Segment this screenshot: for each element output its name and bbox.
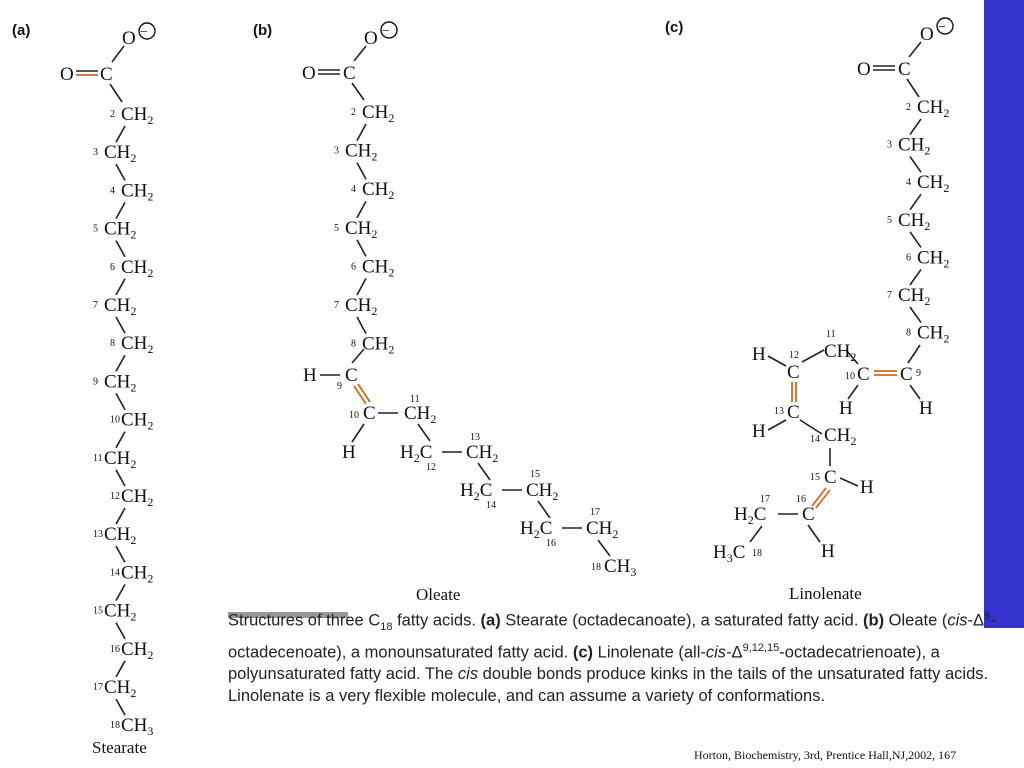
carbon-number: 5 xyxy=(93,223,98,235)
atom-ch2-2: $CH_2$ xyxy=(121,104,154,127)
carbon-number: 5 xyxy=(887,214,892,226)
compound-name-oleate: Oleate xyxy=(416,585,461,604)
atom-h2c-14: $H_2C$ xyxy=(460,480,493,503)
atom-ch2-6: $CH_2$ xyxy=(917,247,950,271)
svg-text:12: 12 xyxy=(426,462,436,473)
atom-ch2-4: $CH_2$ xyxy=(121,180,154,204)
svg-text:13: 13 xyxy=(774,406,784,417)
carbon-number: 15 xyxy=(93,605,103,617)
svg-text:9: 9 xyxy=(337,381,342,392)
atom-ch3-18: $CH_3$ xyxy=(121,715,154,739)
carbon-number: 2 xyxy=(906,102,911,113)
atom-ch2-5: $CH_2$ xyxy=(345,217,378,241)
carbon-number: 2 xyxy=(351,107,356,118)
atom-ch2-11: $CH_2$ xyxy=(824,341,857,364)
carbon-number: 16 xyxy=(110,643,120,655)
compound-name-linolenate: Linolenate xyxy=(789,584,862,603)
atom-c10: C xyxy=(363,403,376,424)
atom-ch2-7: $CH_2$ xyxy=(345,295,378,318)
atom-h: H xyxy=(860,477,874,498)
atom-ch2-15: $CH_2$ xyxy=(526,480,559,503)
carbon-number: 6 xyxy=(110,261,115,273)
carbon-number: 11 xyxy=(93,452,103,464)
atom-ch2-5: $CH_2$ xyxy=(104,218,137,242)
figure-caption: Structures of three $C_{18}$ fatty acids. (a) Stearate (octadecanoate), a saturated fatty acid. (b) Oleate $(cis-\Delta^9-octadecenoate)$, a monounsaturated fatty acid. (c) Linolenate $(all-cis-\Delta^{9,12,15}-octadecatrienoate)$, a polyunsaturated fatty acid. The cis double bonds produce kinks in the tails of the unsaturated fatty acids. Linolenate is a very flexible molecule, and can assume a variety of conformations. xyxy=(228,610,996,705)
atom-c1: C xyxy=(100,64,113,85)
atom-h: H xyxy=(342,442,356,463)
svg-text:15: 15 xyxy=(530,469,540,480)
atom-c9: C xyxy=(900,364,913,385)
atom-h: H xyxy=(839,398,853,419)
atom-h: H xyxy=(752,344,766,365)
svg-text:17: 17 xyxy=(760,494,770,505)
panel-label-b: (b) xyxy=(253,22,273,39)
atom-h: H xyxy=(752,421,766,442)
atom-ch2-4: $CH_2$ xyxy=(362,179,395,203)
atom-ch2-3: $CH_2$ xyxy=(898,134,931,158)
atom-h3c-18: $H_3C$ xyxy=(713,542,746,565)
atom-h2c-17: $H_2C$ xyxy=(734,504,767,527)
atom-ch2-4: $CH_2$ xyxy=(917,172,950,196)
svg-text:18: 18 xyxy=(752,548,762,559)
atom-ch2-13: $CH_2$ xyxy=(104,524,137,548)
atom-ch2-11: $CH_2$ xyxy=(404,403,437,426)
atom-ch2-13: $CH_2$ xyxy=(466,442,499,465)
carbon-number: 10 xyxy=(110,414,120,426)
oleate-structure xyxy=(302,22,636,579)
carbon-number: 4 xyxy=(110,185,115,197)
atom-ch2-2: $CH_2$ xyxy=(362,102,395,125)
carbon-number: 14 xyxy=(110,567,120,579)
carbon-number: 7 xyxy=(334,300,339,311)
atom-o: O xyxy=(857,59,871,80)
carbon-number: 4 xyxy=(351,184,356,196)
atom-o-minus: O xyxy=(920,24,934,45)
atom-c12: C xyxy=(787,362,800,383)
linolenate-structure xyxy=(713,18,953,565)
atom-ch2-8: $CH_2$ xyxy=(917,322,950,346)
citation-text: Horton, Biochemistry, 3rd, Prentice Hall,NJ,2002, 167 xyxy=(694,748,957,762)
svg-text:9: 9 xyxy=(916,368,921,379)
atom-c1: C xyxy=(898,59,911,80)
atom-o-minus: O xyxy=(364,28,378,49)
svg-text:14: 14 xyxy=(810,434,820,445)
atom-ch2-17: $CH_2$ xyxy=(586,518,619,541)
charge-sign: − xyxy=(382,24,390,39)
svg-text:18: 18 xyxy=(591,562,601,573)
svg-text:10: 10 xyxy=(349,410,359,421)
atom-h: H xyxy=(919,398,933,419)
atom-c9: C xyxy=(345,365,358,386)
svg-text:12: 12 xyxy=(789,350,799,361)
carbon-number: 7 xyxy=(93,300,98,311)
svg-text:16: 16 xyxy=(796,494,806,505)
atom-c13: C xyxy=(787,402,800,423)
atom-c16: C xyxy=(802,504,815,525)
stearate-structure xyxy=(60,23,155,738)
svg-text:11: 11 xyxy=(410,394,420,405)
carbon-number: 3 xyxy=(887,139,892,151)
atom-ch2-7: $CH_2$ xyxy=(898,285,931,308)
svg-text:14: 14 xyxy=(486,500,496,511)
atom-ch2-14: $CH_2$ xyxy=(824,425,857,448)
atom-ch2-3: $CH_2$ xyxy=(104,142,137,166)
carbon-number: 4 xyxy=(906,177,911,189)
atom-ch2-7: $CH_2$ xyxy=(104,295,137,318)
svg-text:10: 10 xyxy=(845,371,855,382)
atom-ch2-2: $CH_2$ xyxy=(917,97,950,120)
charge-sign: − xyxy=(140,25,148,40)
panel-label-a: (a) xyxy=(12,22,31,39)
atom-ch2-8: $CH_2$ xyxy=(362,333,395,357)
atom-ch2-11: $CH_2$ xyxy=(104,447,137,471)
atom-c1: C xyxy=(343,63,356,84)
atom-o-minus: O xyxy=(122,28,136,49)
atom-ch2-5: $CH_2$ xyxy=(898,209,931,233)
atom-ch2-3: $CH_2$ xyxy=(345,140,378,164)
atom-h2c-16: $H_2C$ xyxy=(520,518,553,541)
carbon-number: 8 xyxy=(110,338,115,350)
carbon-number: 6 xyxy=(351,261,356,273)
atom-ch2-6: $CH_2$ xyxy=(362,256,395,280)
svg-text:16: 16 xyxy=(546,538,556,549)
atom-c10: C xyxy=(857,364,870,385)
carbon-number: 2 xyxy=(110,109,115,120)
atom-h2c-12: $H_2C$ xyxy=(400,442,433,465)
svg-text:17: 17 xyxy=(590,507,600,518)
atom-h: H xyxy=(821,541,835,562)
carbon-number: 8 xyxy=(351,338,356,350)
carbon-number: 18 xyxy=(110,720,120,732)
atom-ch2-14: $CH_2$ xyxy=(121,562,154,586)
carbon-number: 13 xyxy=(93,529,103,541)
carbon-number: 8 xyxy=(906,327,911,339)
atom-ch2-6: $CH_2$ xyxy=(121,256,154,280)
atom-o: O xyxy=(60,64,74,85)
atom-ch2-12: $CH_2$ xyxy=(121,486,154,509)
svg-text:15: 15 xyxy=(810,472,820,483)
carbon-number: 3 xyxy=(334,145,339,157)
carbon-number: 5 xyxy=(334,222,339,234)
charge-sign: − xyxy=(938,20,946,35)
atom-h: H xyxy=(303,365,317,386)
atom-ch2-15: $CH_2$ xyxy=(104,600,137,624)
atom-c15: C xyxy=(824,467,837,488)
atom-ch2-9: $CH_2$ xyxy=(104,371,137,395)
panel-label-c: (c) xyxy=(665,19,684,36)
atom-ch2-10: $CH_2$ xyxy=(121,409,154,433)
svg-text:11: 11 xyxy=(826,329,836,340)
carbon-number: 3 xyxy=(93,147,98,159)
atom-ch2-17: $CH_2$ xyxy=(104,677,137,700)
atom-ch3-18: $CH_3$ xyxy=(604,556,637,579)
carbon-number: 12 xyxy=(110,491,120,502)
atom-ch2-8: $CH_2$ xyxy=(121,333,154,357)
atom-ch2-16: $CH_2$ xyxy=(121,638,154,662)
carbon-number: 17 xyxy=(93,682,103,693)
compound-name-stearate: Stearate xyxy=(92,738,147,757)
atom-o: O xyxy=(302,63,316,84)
carbon-number: 6 xyxy=(906,252,911,264)
carbon-number: 9 xyxy=(93,376,98,388)
carbon-number: 7 xyxy=(887,290,892,301)
svg-text:13: 13 xyxy=(470,432,480,443)
